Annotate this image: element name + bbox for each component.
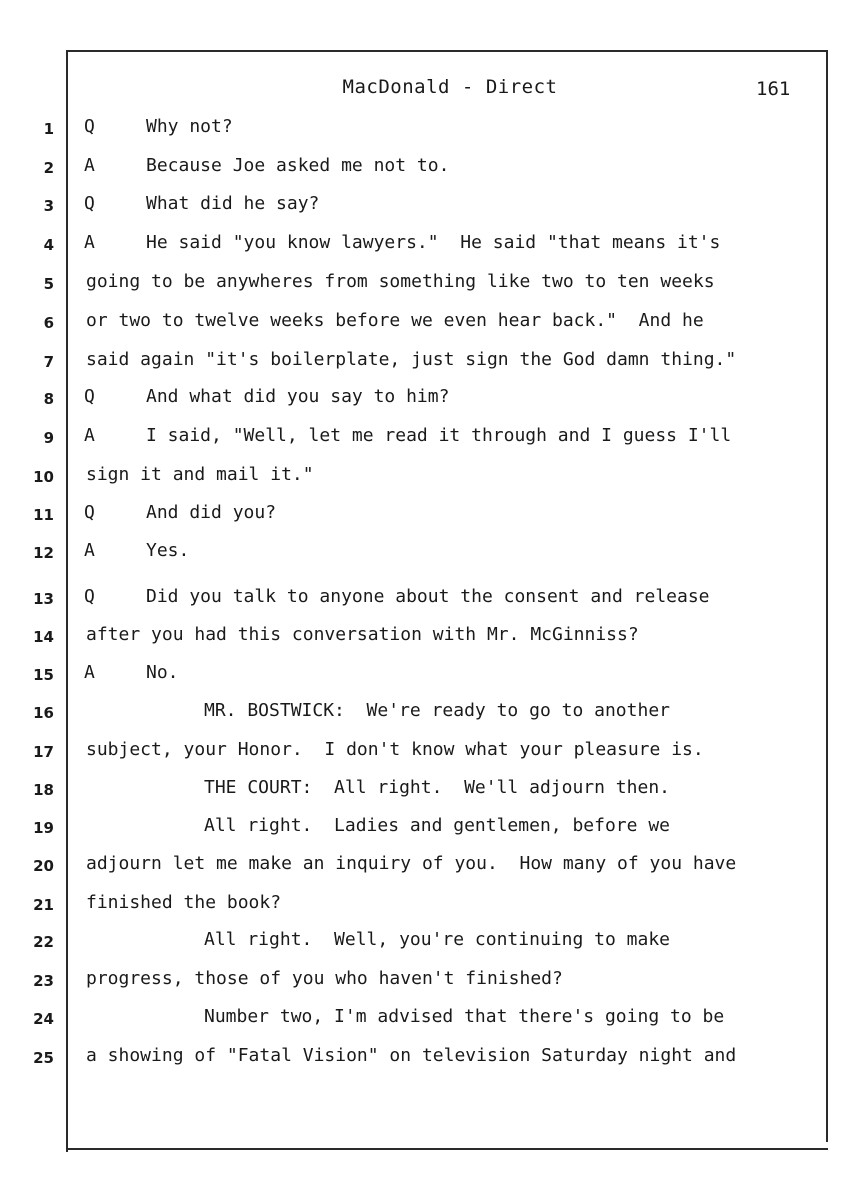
answer-marker: A — [84, 232, 95, 253]
line-number: 2 — [43, 159, 54, 177]
line-number: 17 — [33, 743, 54, 761]
question-marker: Q — [84, 193, 95, 214]
line-number: 9 — [43, 429, 54, 447]
transcript-line-text: after you had this conversation with Mr. McGinniss? — [86, 624, 639, 645]
line-number: 14 — [33, 628, 54, 646]
line-number: 16 — [33, 704, 54, 722]
line-number: 23 — [33, 972, 54, 990]
line-number: 11 — [33, 506, 54, 524]
transcript-line-text: And did you? — [146, 502, 277, 523]
transcript-line-text: adjourn let me make an inquiry of you. How many of you have — [86, 853, 737, 874]
transcript-line-text: or two to twelve weeks before we even hear back." And he — [86, 310, 704, 331]
line-number: 21 — [33, 896, 54, 914]
page-number: 161 — [756, 78, 791, 100]
transcript-line-text: He said "you know lawyers." He said "that means it's — [146, 232, 721, 253]
question-marker: Q — [84, 586, 95, 607]
line-number: 25 — [33, 1049, 54, 1067]
answer-marker: A — [84, 540, 95, 561]
transcript-line-text: said again "it's boilerplate, just sign the God damn thing." — [86, 349, 737, 370]
line-number: 7 — [43, 353, 54, 371]
line-number: 24 — [33, 1010, 54, 1028]
transcript-line-text: Number two, I'm advised that there's going to be — [204, 1006, 725, 1027]
line-number: 3 — [43, 197, 54, 215]
page-border-bottom — [66, 1148, 828, 1150]
transcript-line-text: Yes. — [146, 540, 190, 561]
transcript-line-text: subject, your Honor. I don't know what your pleasure is. — [86, 739, 704, 760]
transcript-line-text: No. — [146, 662, 179, 683]
transcript-line-text: MR. BOSTWICK: We're ready to go to another — [204, 700, 670, 721]
transcript-line-text: THE COURT: All right. We'll adjourn then. — [204, 777, 670, 798]
line-number: 4 — [43, 236, 54, 254]
line-number: 18 — [33, 781, 54, 799]
line-number: 12 — [33, 544, 54, 562]
question-marker: Q — [84, 502, 95, 523]
line-number: 6 — [43, 314, 54, 332]
answer-marker: A — [84, 155, 95, 176]
line-number: 15 — [33, 666, 54, 684]
line-number: 10 — [33, 468, 54, 486]
line-number: 20 — [33, 857, 54, 875]
transcript-line-text: Did you talk to anyone about the consent and release — [146, 586, 710, 607]
answer-marker: A — [84, 425, 95, 446]
line-number: 5 — [43, 275, 54, 293]
transcript-line-text: I said, "Well, let me read it through and I guess I'll — [146, 425, 732, 446]
transcript-line-text: Why not? — [146, 116, 233, 137]
transcript-line-text: sign it and mail it." — [86, 464, 314, 485]
line-number: 8 — [43, 390, 54, 408]
transcript-line-text: going to be anywheres from something like two to ten weeks — [86, 271, 715, 292]
transcript-line-text: Because Joe asked me not to. — [146, 155, 450, 176]
transcript-line-text: And what did you say to him? — [146, 386, 450, 407]
line-number: 22 — [33, 933, 54, 951]
transcript-line-text: progress, those of you who haven't finished? — [86, 968, 563, 989]
line-number: 13 — [33, 590, 54, 608]
transcript-line-text: a showing of "Fatal Vision" on television Saturday night and — [86, 1045, 737, 1066]
line-number: 19 — [33, 819, 54, 837]
transcript-line-text: All right. Ladies and gentlemen, before we — [204, 815, 670, 836]
page-border-left — [66, 50, 68, 1152]
answer-marker: A — [84, 662, 95, 683]
question-marker: Q — [84, 386, 95, 407]
question-marker: Q — [84, 116, 95, 137]
page-header-title: MacDonald - Direct — [342, 76, 558, 98]
page-border-right — [826, 50, 828, 1142]
page-border-top — [68, 50, 828, 52]
transcript-line-text: What did he say? — [146, 193, 320, 214]
transcript-line-text: finished the book? — [86, 892, 282, 913]
line-number: 1 — [43, 120, 54, 138]
transcript-line-text: All right. Well, you're continuing to make — [204, 929, 670, 950]
